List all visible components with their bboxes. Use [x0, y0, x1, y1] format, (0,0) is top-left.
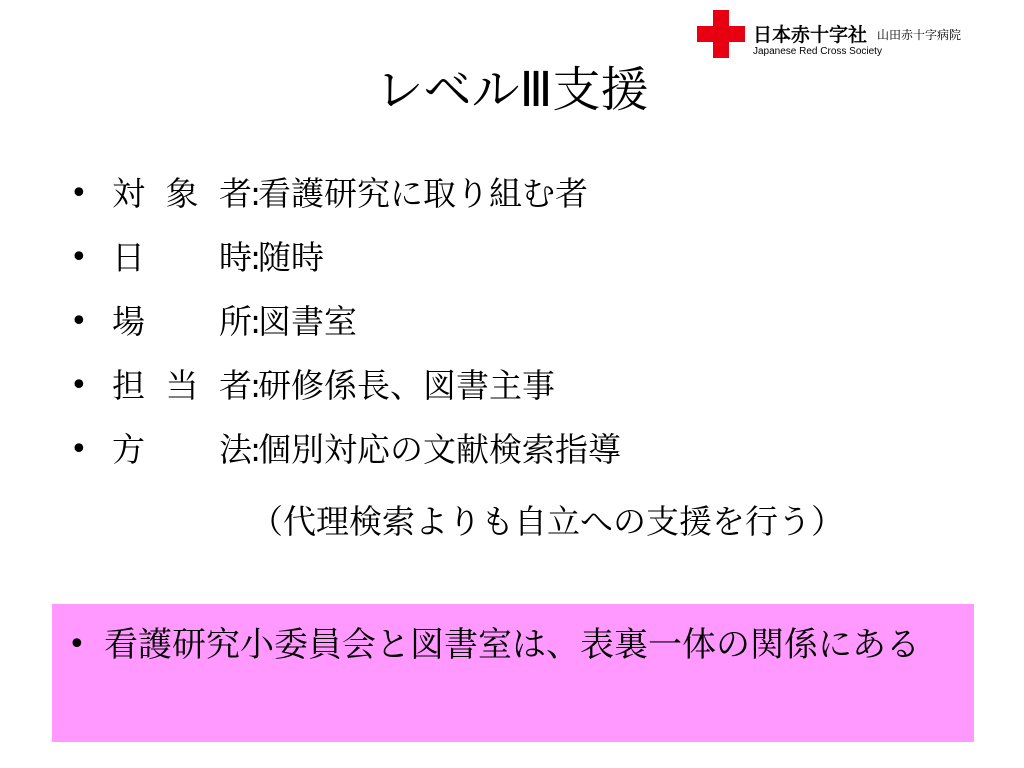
item-label: 日時	[112, 238, 252, 277]
org-name-en: Japanese Red Cross Society	[753, 46, 882, 57]
item-separator: :	[250, 174, 262, 213]
item-separator: :	[250, 366, 262, 405]
bullet-icon: •	[70, 368, 88, 403]
item-label: 担当者	[112, 366, 252, 405]
item-value: 個別対応の文献検索指導	[258, 430, 621, 469]
highlight-text: 看護研究小委員会と図書室は、表裏一体の関係にある	[104, 625, 920, 665]
item-label: 方法	[112, 430, 252, 469]
org-name-jp: 日本赤十字社	[753, 24, 868, 46]
hospital-name: 山田赤十字病院	[877, 28, 962, 42]
item-separator: :	[250, 302, 262, 341]
highlight-box	[52, 604, 974, 742]
item-value: 図書室	[258, 302, 357, 341]
red-cross-icon	[697, 10, 745, 58]
slide-title: レベルⅢ支援	[375, 62, 649, 118]
bullet-icon: •	[70, 240, 88, 275]
bullet-icon: •	[68, 627, 86, 662]
item-label: 対象者	[112, 174, 252, 213]
bullet-icon: •	[70, 304, 88, 339]
bullet-icon: •	[70, 432, 88, 467]
item-label: 場所	[112, 302, 252, 341]
item-value: 随時	[258, 238, 324, 277]
item-separator: :	[250, 430, 262, 469]
item-value: 看護研究に取り組む者	[258, 174, 588, 213]
bullet-icon: •	[70, 176, 88, 211]
item-value: 研修係長、図書主事	[258, 366, 555, 405]
method-note: （代理検索よりも自立への支援を行う）	[250, 502, 844, 541]
item-separator: :	[250, 238, 262, 277]
